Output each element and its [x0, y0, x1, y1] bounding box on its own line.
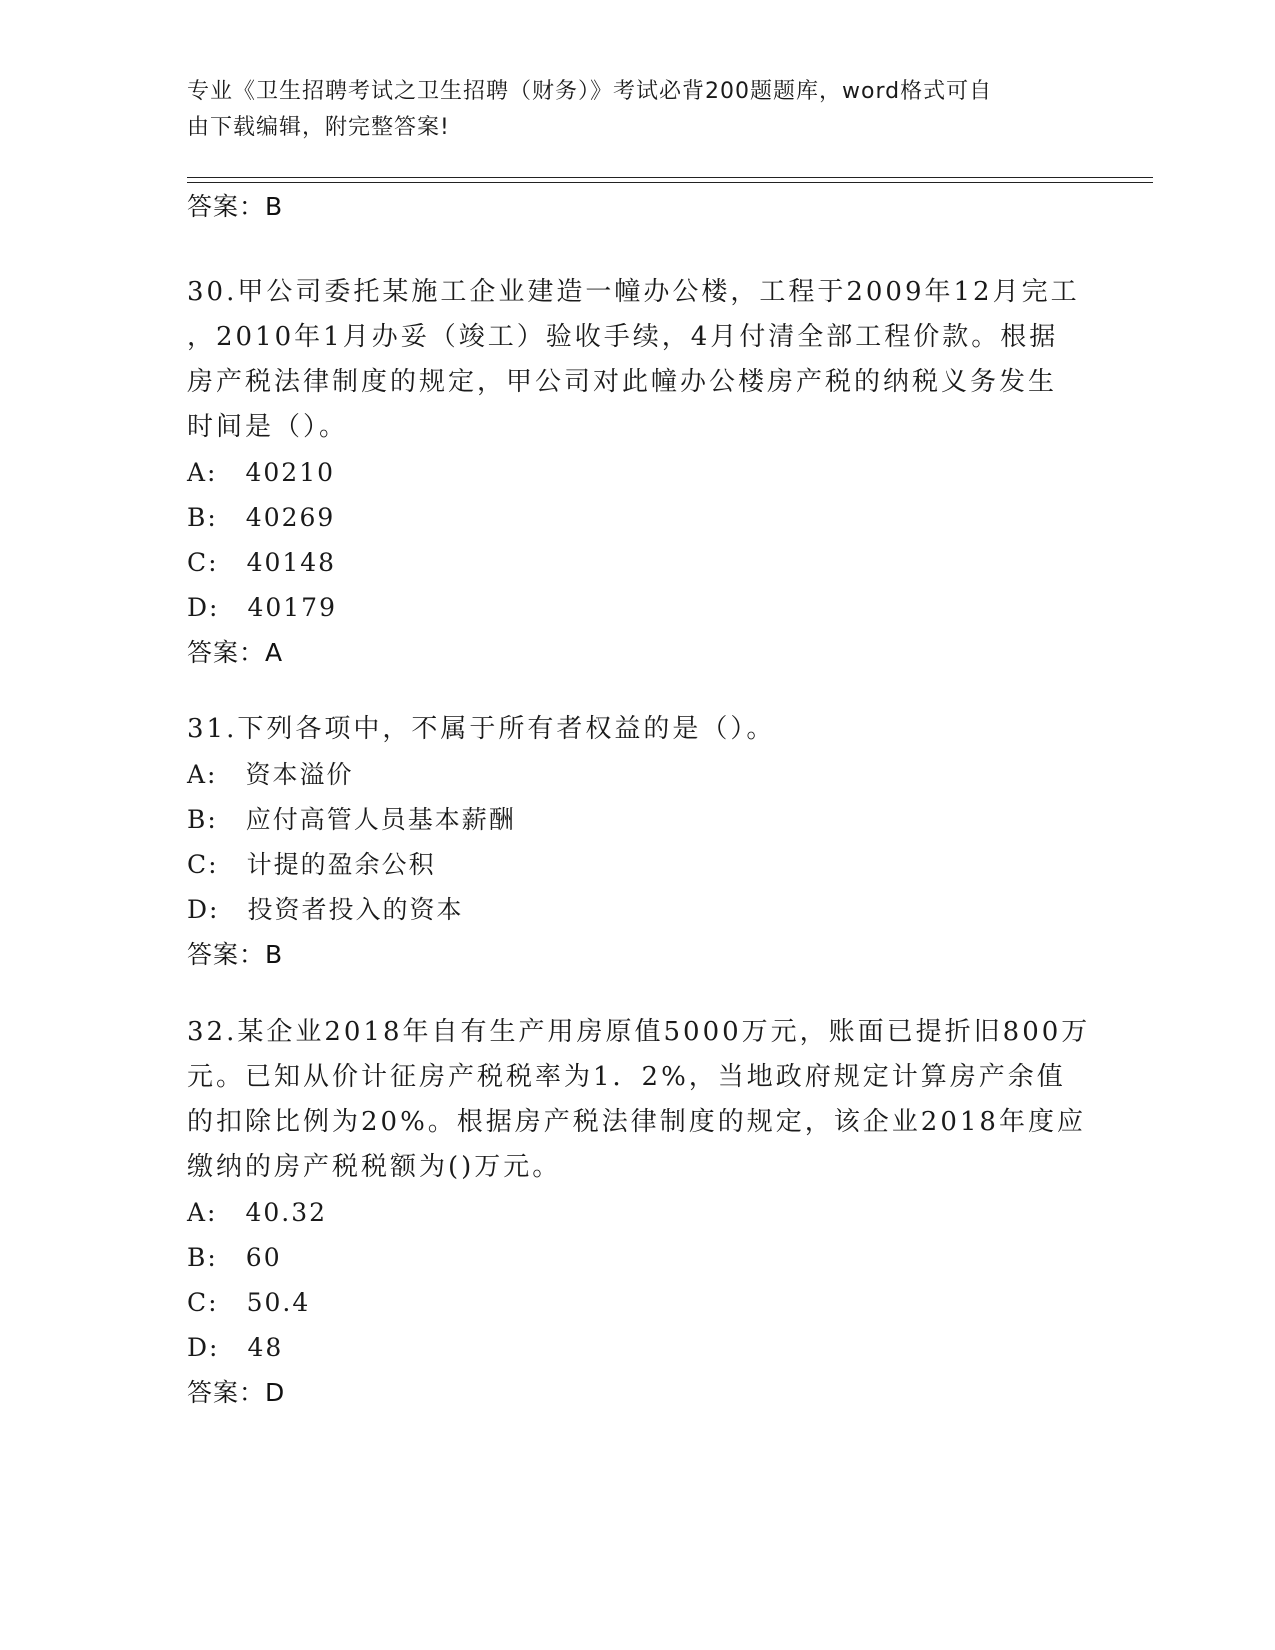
option-c: [187, 1280, 1087, 1325]
answer-value: B: [265, 192, 284, 221]
question-line: 时间是（）。: [187, 412, 349, 442]
answer-line: [187, 184, 1087, 230]
answer-line: [187, 1370, 1087, 1416]
option-a: [187, 1190, 1087, 1235]
question-block-31: [187, 707, 1087, 978]
option-text: 投资者投入的资本: [247, 895, 464, 924]
option-d: [187, 887, 1087, 932]
option-text: 40.32: [245, 1198, 328, 1227]
option-d: [187, 1325, 1087, 1370]
option-a: [187, 752, 1087, 797]
option-key: D:: [187, 593, 220, 622]
option-key: C:: [187, 850, 219, 879]
option-key: C:: [187, 1288, 219, 1317]
answer-label: 答案：: [187, 192, 266, 221]
question-block-32: [187, 1010, 1091, 1416]
option-c: [187, 842, 1087, 887]
option-text: 50.4: [246, 1288, 311, 1317]
question-line: 房产税法律制度的规定，甲公司对此幢办公楼房产税的纳税义务发生: [187, 367, 1058, 397]
option-text: 48: [247, 1333, 284, 1362]
question-block-30: [187, 270, 1087, 676]
option-b: [187, 1235, 1087, 1280]
header-line-1: 专业《卫生招聘考试之卫生招聘（财务）》考试必背200题题库，word格式可自: [187, 79, 993, 104]
option-key: C:: [187, 548, 219, 577]
answer-line: [187, 630, 1087, 676]
answer-label: 答案：: [187, 1378, 266, 1407]
option-text: 60: [245, 1243, 282, 1272]
question-line: 31.下列各项中，不属于所有者权益的是（）。: [187, 714, 776, 744]
option-key: B:: [187, 1243, 218, 1272]
answer-value: B: [265, 940, 284, 969]
answer-value: A: [265, 638, 284, 667]
option-text: 40210: [245, 458, 336, 487]
header-line-2: 由下载编辑，附完整答案!: [187, 115, 450, 140]
question-line: 32.某企业2018年自有生产用房原值5000万元，账面已提折旧800万: [187, 1017, 1091, 1047]
option-key: B:: [187, 805, 218, 834]
question-text: [187, 270, 1087, 450]
option-text: 应付高管人员基本薪酬: [245, 805, 516, 834]
option-text: 40179: [247, 593, 337, 622]
question-line: 缴纳的房产税税额为()万元。: [187, 1152, 562, 1182]
option-text: 40269: [245, 503, 336, 532]
option-key: A:: [187, 458, 218, 487]
header-divider-bottom: [187, 182, 1153, 183]
answer-line: [187, 932, 1087, 978]
option-text: 计提的盈余公积: [246, 850, 436, 879]
option-a: [187, 450, 1087, 495]
option-c: [187, 540, 1087, 585]
option-key: A:: [187, 1198, 218, 1227]
answer-label: 答案：: [187, 638, 266, 667]
option-d: [187, 585, 1087, 630]
option-key: A:: [187, 760, 218, 789]
option-key: D:: [187, 1333, 220, 1362]
answer-value: D: [265, 1378, 286, 1407]
question-line: 30.甲公司委托某施工企业建造一幢办公楼，工程于2009年12月完工: [187, 277, 1080, 307]
question-text: [187, 1010, 1091, 1190]
option-key: B:: [187, 503, 218, 532]
question-line: 元。已知从价计征房产税税率为1．2%，当地政府规定计算房产余值: [187, 1062, 1066, 1092]
option-key: D:: [187, 895, 220, 924]
question-text: [187, 707, 1087, 752]
header-divider-top: [187, 177, 1153, 178]
option-b: [187, 797, 1087, 842]
option-text: 40148: [246, 548, 337, 577]
option-b: [187, 495, 1087, 540]
question-line: 的扣除比例为20%。根据房产税法律制度的规定，该企业2018年度应: [187, 1107, 1086, 1137]
answer-label: 答案：: [187, 940, 266, 969]
document-header: [187, 74, 1067, 146]
question-line: ，2010年1月办妥（竣工）验收手续，4月付清全部工程价款。根据: [187, 322, 1059, 352]
option-text: 资本溢价: [245, 760, 354, 789]
